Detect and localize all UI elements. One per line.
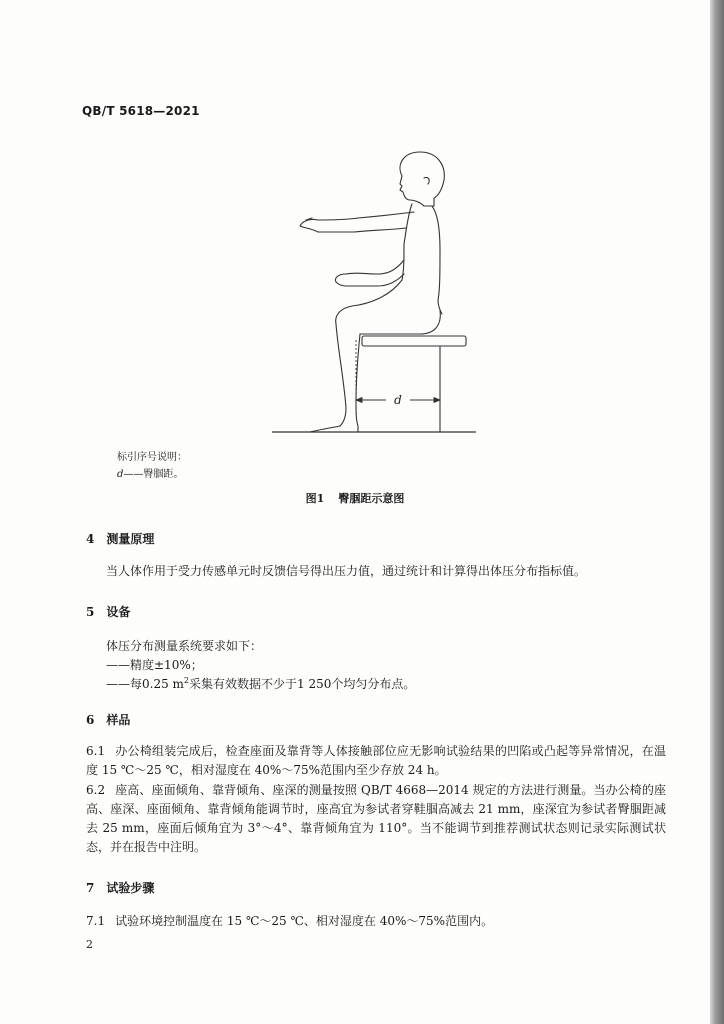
section-7-heading [86, 879, 154, 896]
clause-number: 7.1 [86, 914, 106, 928]
section-5-heading [86, 603, 130, 620]
calf-back [356, 334, 360, 426]
clause-text: 办公椅组装完成后，检查座面及靠背等人体接触部位应无影响试验结果的凹陷或凸起等异常情况，在温度 15 ℃～25 ℃，相对湿度在 40%～75%范围内至少存放 24 h。 [86, 744, 666, 777]
section-number: 7 [86, 881, 95, 895]
chair [362, 336, 466, 432]
caption-title: 臀腘距示意图 [338, 492, 405, 505]
section-4-heading [86, 530, 154, 547]
section-number: 6 [86, 713, 95, 727]
req2-suffix: 采集有效数据不少于1 250个均匀分布点。 [189, 677, 416, 691]
equipment-requirement-1: ——精度±10%； [106, 658, 203, 672]
legend-title: 标引序号说明： [117, 452, 187, 463]
legend-text: ——臀腘距。 [123, 469, 184, 480]
seated-person-illustration [0, 140, 710, 440]
section-6-heading [86, 711, 130, 728]
standard-number-header: QB/T 5618—2021 [82, 104, 200, 118]
clause-6-1 [86, 742, 666, 780]
foot [310, 426, 358, 432]
raised-arm-bottom [318, 228, 406, 232]
section-title: 测量原理 [106, 532, 155, 546]
clause-text: 试验环境控制温度在 15 ℃～25 ℃、相对湿度在 40%～75%范围内。 [115, 914, 494, 928]
section-4-body: 当人体作用于受力传感单元时反馈信号得出压力值，通过统计和计算得出体压分布指标值。 [106, 564, 587, 578]
equipment-requirement-2 [106, 675, 415, 692]
req2-superscript: 2 [183, 676, 190, 685]
legend-symbol: d [117, 469, 124, 480]
section-number: 4 [86, 532, 95, 546]
thigh-top [336, 280, 402, 324]
figure-1 [0, 140, 710, 440]
shin-front [336, 324, 346, 426]
clause-text: 座高、座面倾角、靠背倾角、座深的测量按照 QB/T 4668—2014 规定的方法进行测量。当办公椅的座高、座深、座面倾角、靠背倾角能调节时，座高宜为参试者穿鞋腘高减去 21 mm，座深宜为参试者臀腘距减去 25 mm，座面后倾角宜为 3°～4°、靠背倾角宜为 110°。当不能调节到推荐测试状态则记录实际测试状态，并在报告中注明。 [86, 783, 666, 854]
clause-6-2 [86, 781, 666, 857]
back-outline [432, 206, 442, 314]
lower-arm-top [346, 260, 404, 274]
raised-hand [300, 218, 318, 232]
figure-caption [0, 490, 710, 506]
chair-seat [362, 336, 466, 346]
page-edge-shadow [710, 0, 724, 1024]
dimension-label: d [394, 393, 402, 407]
clause-7-1 [86, 912, 666, 931]
section-title: 样品 [106, 713, 131, 727]
caption-number: 图1 [305, 492, 325, 505]
ear [424, 177, 429, 184]
lower-arm-bottom [346, 274, 404, 286]
clause-number: 6.2 [86, 783, 106, 797]
legend-item [117, 465, 183, 480]
section-title: 试验步骤 [106, 881, 155, 895]
section-number: 5 [86, 605, 95, 619]
torso-front [402, 204, 412, 280]
equipment-intro: 体压分布测量系统要求如下： [106, 639, 263, 653]
req2-prefix: ——每0.25 m [106, 677, 184, 691]
raised-arm-top [318, 212, 414, 220]
clause-number: 6.1 [86, 744, 106, 758]
section-title: 设备 [106, 605, 131, 619]
page-number: 2 [86, 938, 93, 951]
buttock [392, 310, 440, 334]
head-outline [400, 152, 444, 206]
lower-hand [335, 274, 346, 286]
